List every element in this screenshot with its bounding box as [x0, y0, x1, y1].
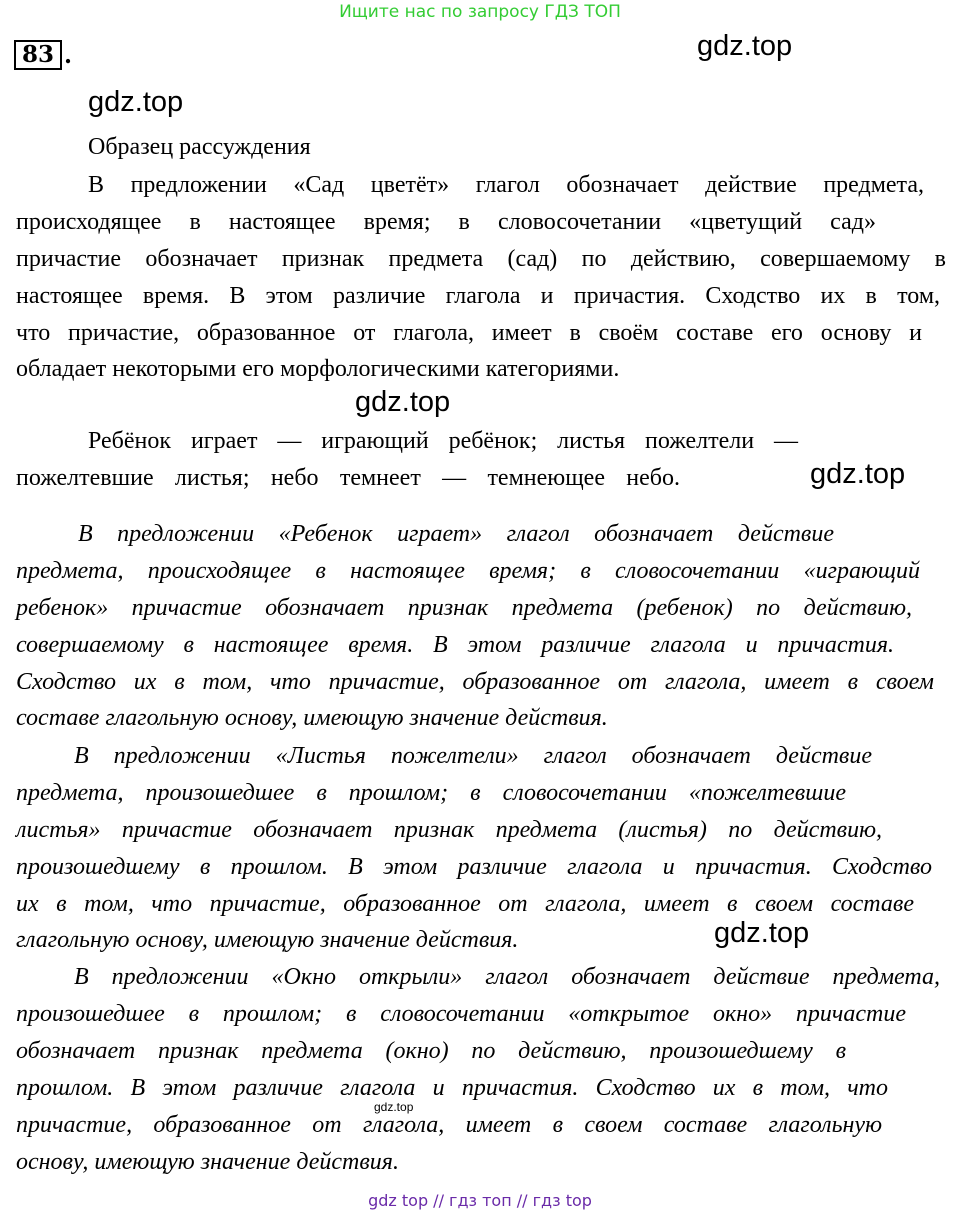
watermark: gdz.top [355, 386, 451, 418]
answer-line: их в том, что причастие, образованное от глагола, имеет в своем составе [16, 891, 914, 917]
answer-line: обозначает признак предмета (окно) по действию, произошедшему в [16, 1038, 846, 1064]
sample-line: что причастие, образованное от глагола, имеет в своём составе его основу и [16, 320, 922, 346]
answer-line: Сходство их в том, что причастие, образованное от глагола, имеет в своем [16, 669, 934, 695]
footer-links[interactable]: gdz top // гдз топ // гдз top [368, 1191, 592, 1210]
answer-line: составе глагольную основу, имеющую значение действия. [16, 705, 608, 731]
answer-line: произошедшему в прошлом. В этом различие глагола и причастия. Сходство [16, 854, 932, 880]
answer-line: предмета, происходящее в настоящее время; в словосочетании «играющий [16, 558, 920, 584]
answer-line: причастие, образованное от глагола, имеет в своем составе глагольную [16, 1112, 882, 1138]
answer-line: предмета, произошедшее в прошлом; в словосочетании «пожелтевшие [16, 780, 846, 806]
answer-line: ребенок» причастие обозначает признак предмета (ребенок) по действию, [16, 595, 912, 621]
answer-line: В предложении «Листья пожелтели» глагол обозначает действие [74, 743, 872, 769]
watermark: gdz.top [697, 30, 793, 62]
search-hint-link[interactable]: Ищите нас по запросу ГДЗ ТОП [339, 2, 621, 22]
watermark: gdz.top [810, 458, 906, 490]
sample-line: обладает некоторыми его морфологическими категориями. [16, 356, 620, 382]
sample-title: Образец рассуждения [88, 134, 311, 160]
watermark: gdz.top [374, 1100, 414, 1114]
answer-line: основу, имеющую значение действия. [16, 1149, 399, 1175]
task-number-dot: . [64, 42, 73, 69]
answer-line: листья» причастие обозначает признак предмета (листья) по действию, [16, 817, 882, 843]
answer-line: глагольную основу, имеющую значение действия. [16, 927, 519, 953]
exercise-line: Ребёнок играет — играющий ребёнок; листья пожелтели — [88, 428, 798, 454]
sample-line: настоящее время. В этом различие глагола и причастия. Сходство их в том, [16, 283, 940, 309]
answer-line: В предложении «Ребенок играет» глагол обозначает действие [78, 521, 834, 547]
answer-line: В предложении «Окно открыли» глагол обозначает действие предмета, [74, 964, 940, 990]
sample-line: В предложении «Сад цветёт» глагол обозначает действие предмета, [88, 172, 924, 198]
task-number-badge: 83 [14, 40, 62, 70]
answer-line: произошедшее в прошлом; в словосочетании «открытое окно» причастие [16, 1001, 906, 1027]
exercise-line: пожелтевшие листья; небо темнеет — темнеющее небо. [16, 465, 680, 491]
watermark: gdz.top [714, 917, 810, 949]
sample-line: происходящее в настоящее время; в словосочетании «цветущий сад» [16, 209, 876, 235]
answer-line: прошлом. В этом различие глагола и причастия. Сходство их в том, что [16, 1075, 888, 1101]
answer-line: совершаемому в настоящее время. В этом различие глагола и причастия. [16, 632, 894, 658]
sample-line: причастие обозначает признак предмета (сад) по действию, совершаемому в [16, 246, 946, 272]
watermark: gdz.top [88, 86, 184, 118]
